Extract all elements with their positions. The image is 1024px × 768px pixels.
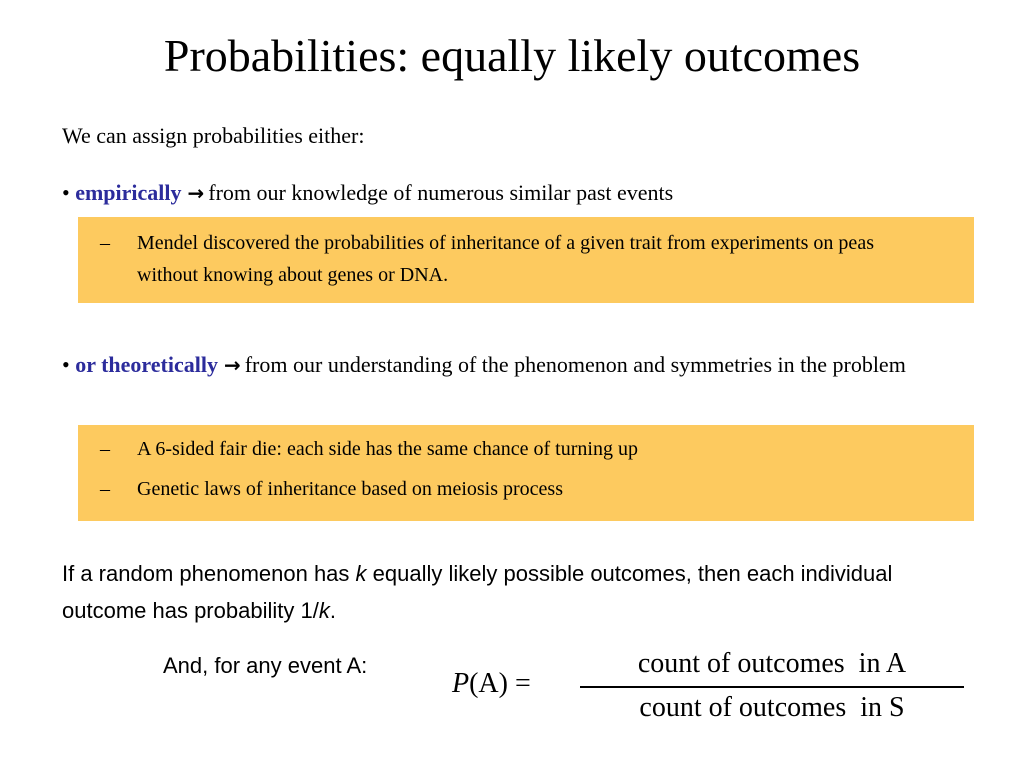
definition-part: . xyxy=(329,598,336,623)
theoretical-example-box xyxy=(78,425,974,521)
example-mendel-text: Mendel discovered the probabilities of inheritance of a given trait from experiments on peas without knowing about genes or DNA. xyxy=(137,232,874,286)
dash-marker: – xyxy=(100,438,110,460)
example-die-text: A 6-sided fair die: each side has the same chance of turning up xyxy=(137,438,638,460)
example-item xyxy=(100,473,950,505)
definition-part: equally likely possible outcomes, then each individual outcome has probability 1/ xyxy=(62,561,893,623)
dash-marker: – xyxy=(100,232,110,254)
right-arrow-icon: → xyxy=(223,353,241,377)
dash-marker: – xyxy=(100,478,110,500)
right-arrow-icon: → xyxy=(187,181,205,205)
example-item xyxy=(100,433,950,465)
example-genetics-text: Genetic laws of inheritance based on meiosis process xyxy=(137,478,563,500)
definition-text xyxy=(62,555,962,629)
event-label: And, for any event A: xyxy=(163,653,368,678)
empirical-example-box xyxy=(78,217,974,303)
bullet-marker: • xyxy=(62,180,70,205)
formula-p: P xyxy=(452,668,470,699)
variable-k: k xyxy=(318,598,330,623)
example-item xyxy=(100,227,950,297)
variable-k: k xyxy=(355,561,367,586)
formula-fraction xyxy=(580,646,964,726)
probability-formula xyxy=(452,646,972,726)
formula-lhs xyxy=(452,666,531,702)
bullet-empirical xyxy=(62,178,673,208)
bullet-marker: • xyxy=(62,352,70,377)
term-empirically: empirically xyxy=(75,180,182,205)
slide-title: Probabilities: equally likely outcomes xyxy=(163,30,861,81)
definition-part: If a random phenomenon has xyxy=(62,561,356,586)
bullet-theoretical xyxy=(62,346,922,384)
bullet-empirical-text: from our knowledge of numerous similar past events xyxy=(208,180,674,205)
formula-arg: (A) = xyxy=(469,668,531,699)
term-theoretically: or theoretically xyxy=(75,352,218,377)
bullet-theoretical-text: from our understanding of the phenomenon and symmetries in the problem xyxy=(244,352,906,377)
intro-text: We can assign probabilities either: xyxy=(62,123,365,148)
fraction-bar xyxy=(580,686,964,688)
formula-denominator: count of outcomes in S xyxy=(639,692,905,723)
formula-numerator: count of outcomes in A xyxy=(637,648,907,679)
